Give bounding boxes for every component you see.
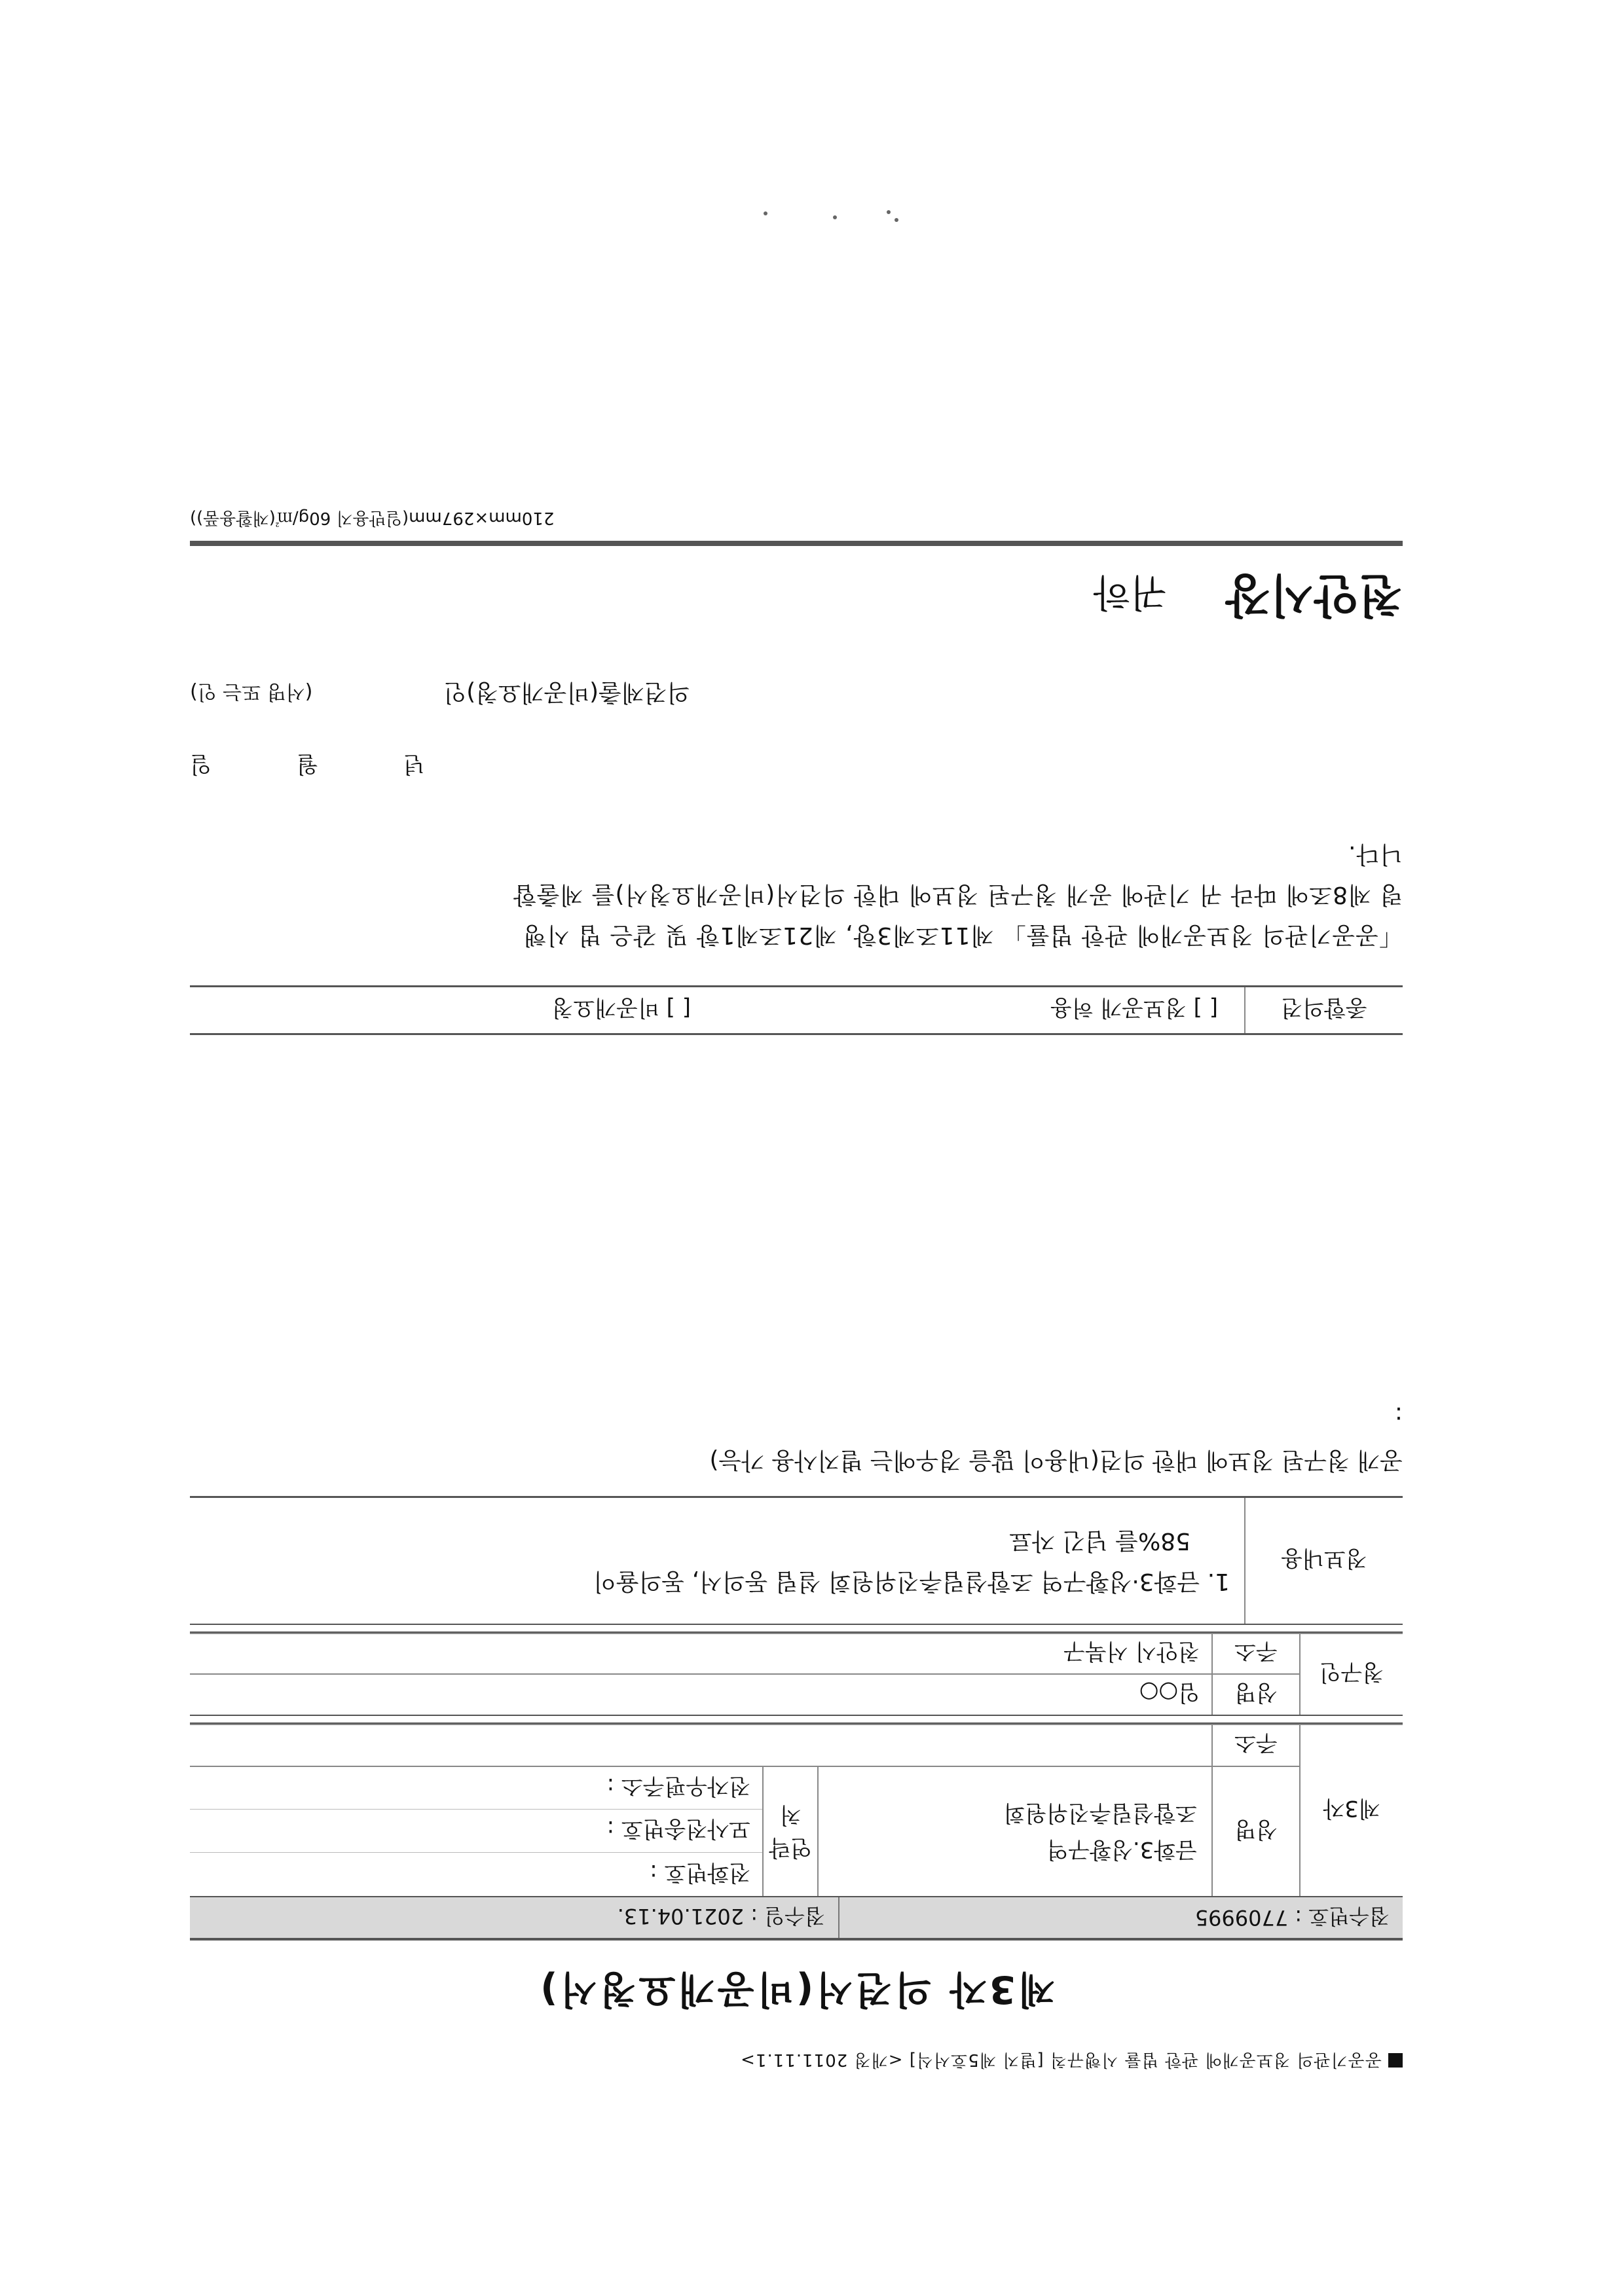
info-content-label: 정보내용: [1244, 1498, 1403, 1624]
sign-note: (서명 또는 인): [190, 680, 313, 704]
info-content-text: 1. 금화3·성황구역 조합설립추진위원회 설립 동의서, 동의율이 58%를 넘긴 자료: [593, 1527, 1230, 1595]
submitter-label: 의견제출(비공개요청)인: [443, 679, 690, 706]
addressee: [190, 566, 1403, 632]
opinion-kind-label: 종합의견: [1244, 987, 1403, 1033]
requester-address-value: 천안시 서북구: [190, 1633, 1212, 1674]
receipt-date: 접수일 : 2021.04.13.: [617, 1904, 825, 1929]
paper-spec-footer: 210mm×297mm(일반용지 60g/㎡(재활용품)): [190, 507, 1403, 546]
third-party-fax: 모사전송번호 :: [190, 1810, 763, 1853]
date-month: 월: [296, 751, 318, 777]
scan-speck: [764, 211, 767, 215]
requester-label: 청구인: [1300, 1633, 1403, 1715]
requester-name-label: 성명: [1212, 1674, 1300, 1715]
opinion-title: 공개 청구된 정보에 대한 의견(내용이 많을 경우에는 별지사용 가능): [709, 1447, 1403, 1474]
addressee-name: 천안시장: [1225, 568, 1403, 622]
requester-table: [190, 1633, 1403, 1715]
third-party-table: [190, 1724, 1403, 1896]
third-party-email: 전자우편주소 :: [190, 1766, 763, 1810]
square-bullet-icon: [1388, 2053, 1403, 2068]
form-title: 제3자 의견서(비공개요청서): [538, 1967, 1055, 2012]
date-year: 년: [403, 751, 425, 777]
opinion-kind-row: [190, 985, 1403, 1035]
third-party-name-value: 금화3.성황구역 조합설립추진위원회: [818, 1766, 1212, 1896]
third-party-contact-label: 연락 처: [763, 1766, 818, 1896]
third-party-name-label: 성명: [1212, 1766, 1300, 1896]
opinion-space: [190, 1035, 1403, 1402]
section-divider: [190, 1715, 1403, 1724]
third-party-address-value: [190, 1724, 1212, 1766]
addressee-suffix: 귀하: [1093, 570, 1167, 615]
date-line: [190, 750, 1403, 782]
option-disclose[interactable]: [ ] 정보공개 허용: [1050, 994, 1218, 1021]
opinion-form: [190, 507, 1403, 2073]
date-day: 일: [190, 751, 212, 777]
third-party-label: 제3자: [1300, 1724, 1403, 1896]
info-content-row: [190, 1496, 1403, 1624]
submitter-line: [190, 678, 1403, 711]
receipt-number: 접수번호 : 7709995: [838, 1897, 1403, 1938]
opinion-colon: :: [1394, 1402, 1403, 1429]
statement: 「공공기관의 정보공개에 관한 법률」 제11조제3항, 제21조제1항 및 같은 법 시행 령 제8조에 따라 귀 기관에 공개 청구된 정보에 대한 의견서(비공개요청서)를 제출합 니다.: [512, 841, 1403, 949]
scan-speck: [895, 218, 898, 222]
third-party-phone: 전화번호 :: [190, 1853, 763, 1896]
form-header-note: 공공기관의 정보공개에 관한 법률 시행규칙 [별지 제5호서식] <개정 2011.11.1>: [190, 2049, 1403, 2073]
receipt-bar: [190, 1896, 1403, 1941]
third-party-address-label: 주소: [1212, 1724, 1300, 1766]
scan-speck: [833, 215, 837, 219]
scan-speck: [887, 210, 891, 214]
requester-name-value: 임○○: [190, 1674, 1212, 1715]
option-nondisclose[interactable]: [ ] 비공개요청: [551, 994, 691, 1021]
section-divider: [190, 1624, 1403, 1633]
requester-address-label: 주소: [1212, 1633, 1300, 1674]
